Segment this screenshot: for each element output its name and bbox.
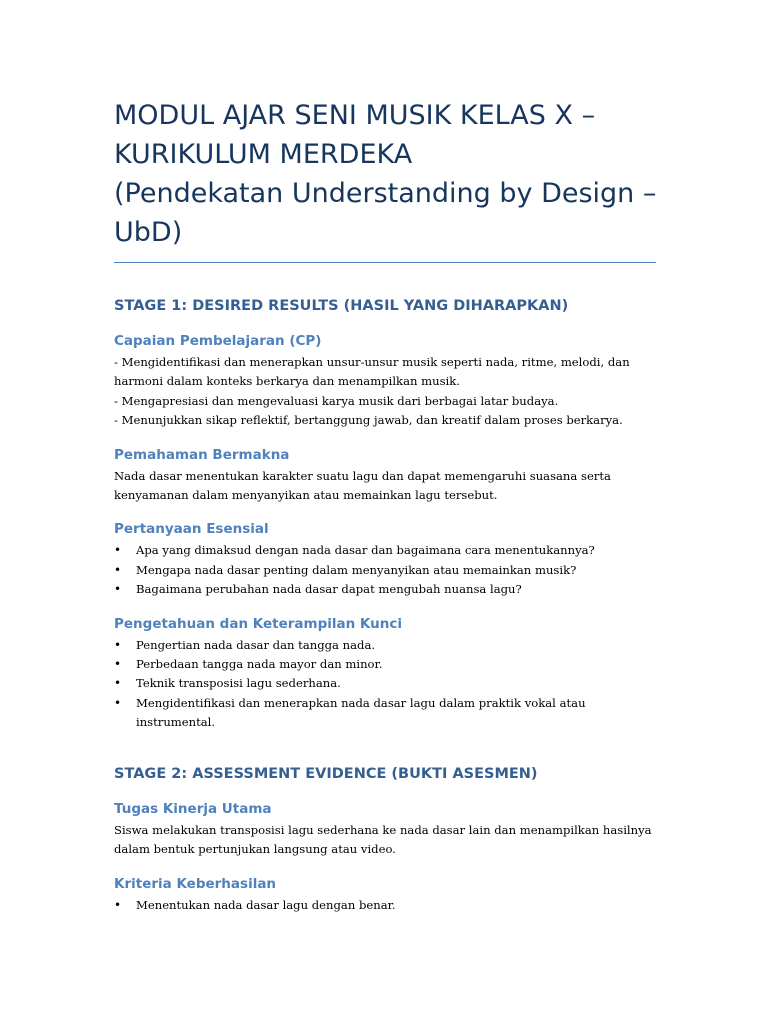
tugas-line: dalam bentuk pertunjukan langsung atau video. xyxy=(114,842,396,857)
bullet-icon: • xyxy=(114,897,122,912)
bullet-icon: • xyxy=(114,695,122,710)
list-item-text: Pengertian nada dasar dan tangga nada. xyxy=(136,637,376,652)
list-item-text: Mengidentifikasi dan menerapkan nada dasar lagu dalam praktik vokal atau xyxy=(136,695,586,710)
pemahaman-line: Nada dasar menentukan karakter suatu lagu dan dapat memengaruhi suasana serta xyxy=(114,468,611,483)
list-item-text: Menentukan nada dasar lagu dengan benar. xyxy=(136,897,396,912)
cp-line: - Mengidentifikasi dan menerapkan unsur-unsur musik seperti nada, ritme, melodi, dan xyxy=(114,355,630,369)
pengetahuan-heading: Pengetahuan dan Keterampilan Kunci xyxy=(114,615,403,632)
list-item-text: Mengapa nada dasar penting dalam menyanyikan atau memainkan musik? xyxy=(136,562,577,577)
pertanyaan-list xyxy=(114,541,656,599)
title-line-2: KURIKULUM MERDEKA xyxy=(114,139,413,170)
cp-line: harmoni dalam konteks berkarya dan menampilkan musik. xyxy=(114,374,460,389)
list-item xyxy=(114,541,656,560)
list-item xyxy=(114,655,656,674)
bullet-icon: • xyxy=(114,637,122,652)
list-item xyxy=(114,694,656,733)
pemahaman-heading: Pemahaman Bermakna xyxy=(114,446,290,463)
document-page xyxy=(114,0,656,915)
stage-1-heading: STAGE 1: DESIRED RESULTS (HASIL YANG DIHARAPKAN) xyxy=(114,298,569,314)
title-divider xyxy=(114,262,656,263)
pemahaman-line: kenyamanan dalam menyanyikan atau memainkan lagu tersebut. xyxy=(114,488,498,503)
bullet-icon: • xyxy=(114,562,122,577)
document-title xyxy=(114,96,656,252)
list-item-text: Bagaimana perubahan nada dasar dapat mengubah nuansa lagu? xyxy=(136,582,522,597)
bullet-icon: • xyxy=(114,657,122,672)
title-line-1: MODUL AJAR SENI MUSIK KELAS X – xyxy=(114,100,596,131)
pemahaman-text xyxy=(114,467,656,506)
tugas-heading: Tugas Kinerja Utama xyxy=(114,800,272,817)
title-line-4: UbD) xyxy=(114,217,183,248)
list-item-text-continued: instrumental. xyxy=(136,715,216,730)
list-item xyxy=(114,636,656,655)
list-item xyxy=(114,674,656,693)
cp-heading: Capaian Pembelajaran (CP) xyxy=(114,333,322,349)
tugas-text xyxy=(114,821,656,860)
list-item xyxy=(114,561,656,580)
list-item-text: Teknik transposisi lagu sederhana. xyxy=(136,676,341,691)
list-item-text: Perbedaan tangga nada mayor dan minor. xyxy=(136,657,383,672)
cp-text xyxy=(114,353,656,431)
kriteria-list xyxy=(114,896,656,915)
stage-2-heading: STAGE 2: ASSESSMENT EVIDENCE (BUKTI ASESMEN) xyxy=(114,765,538,782)
tugas-line: Siswa melakukan transposisi lagu sederhana ke nada dasar lain dan menampilkan hasilnya xyxy=(114,822,652,837)
pengetahuan-list xyxy=(114,636,656,733)
list-item-text: Apa yang dimaksud dengan nada dasar dan bagaimana cara menentukannya? xyxy=(136,543,595,558)
kriteria-heading: Kriteria Keberhasilan xyxy=(114,875,277,892)
list-item xyxy=(114,580,656,599)
cp-line: - Menunjukkan sikap reflektif, bertanggung jawab, dan kreatif dalam proses berkarya. xyxy=(114,413,623,428)
pertanyaan-heading: Pertanyaan Esensial xyxy=(114,521,269,538)
cp-line: - Mengapresiasi dan mengevaluasi karya musik dari berbagai latar budaya. xyxy=(114,393,559,408)
title-line-3: (Pendekatan Understanding by Design – xyxy=(114,178,657,209)
bullet-icon: • xyxy=(114,676,122,691)
bullet-icon: • xyxy=(114,543,122,558)
list-item xyxy=(114,896,656,915)
bullet-icon: • xyxy=(114,582,122,597)
